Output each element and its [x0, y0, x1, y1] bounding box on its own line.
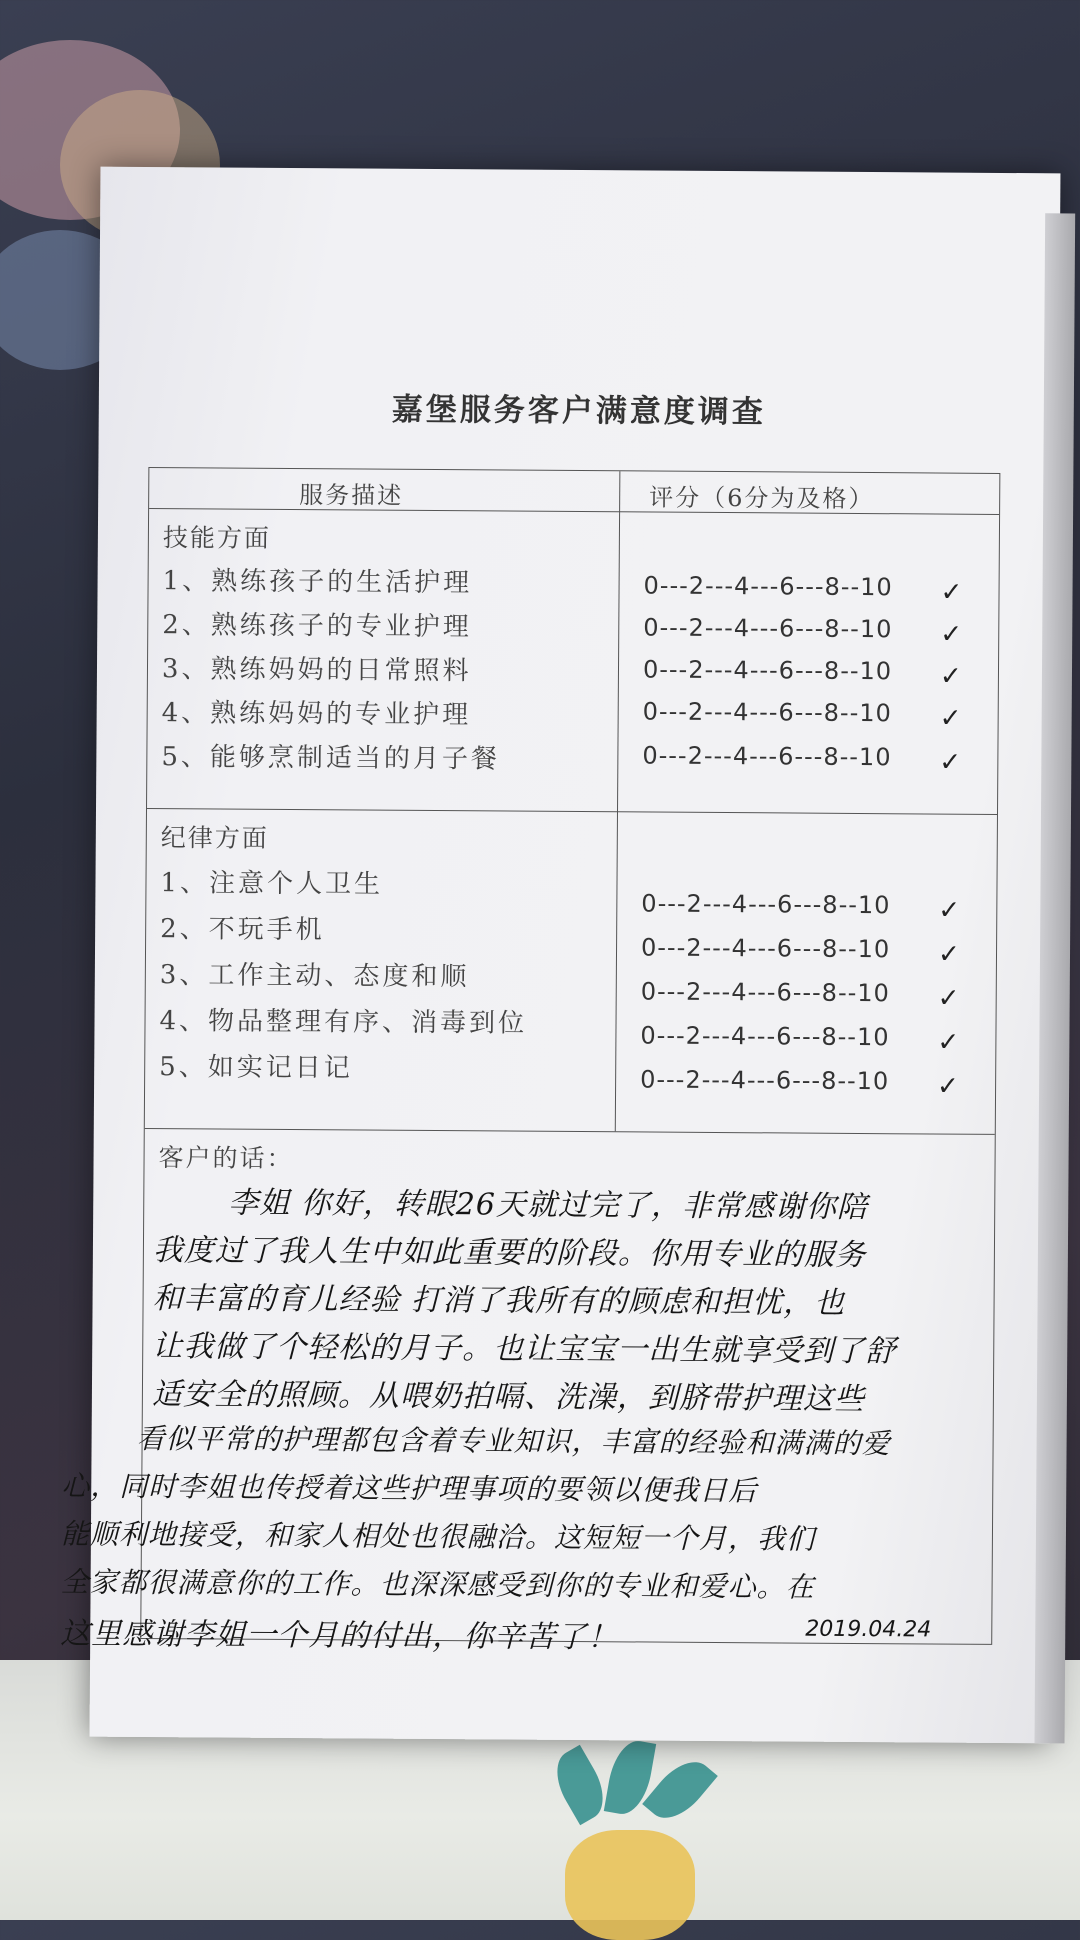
check-mark: ✓	[939, 703, 962, 734]
check-mark: ✓	[940, 619, 963, 650]
check-mark: ✓	[937, 1027, 960, 1058]
check-mark: ✓	[940, 577, 963, 608]
skill-item: 3、熟练妈妈的日常照料	[161, 654, 472, 687]
check-mark: ✓	[939, 661, 962, 692]
discipline-item: 5、如实记日记	[159, 1052, 353, 1084]
score-scale: 0---2---4---6---8--10	[640, 977, 890, 1008]
handwritten-comment-line: 李姐 你好，转眼26天就过完了，非常感谢你陪	[228, 1185, 869, 1226]
check-mark: ✓	[937, 939, 960, 970]
discipline-item: 1、注意个人卫生	[160, 868, 384, 900]
score-scale: 0---2---4---6---8--10	[640, 933, 891, 964]
customer-words-heading: 客户的话：	[158, 1143, 294, 1174]
table-rule	[145, 1128, 995, 1135]
skill-item: 1、熟练孩子的生活护理	[162, 566, 473, 599]
score-scale: 0---2---4---6---8--10	[643, 571, 893, 602]
skill-item: 5、能够烹制适当的月子餐	[161, 742, 501, 775]
handwritten-comment-line: 全家都很满意你的工作。也深深感受到你的专业和爱心。在	[60, 1565, 815, 1604]
section-heading-discipline: 纪律方面	[160, 823, 269, 853]
score-scale: 0---2---4---6---8--10	[640, 1021, 890, 1052]
score-scale: 0---2---4---6---8--10	[642, 655, 893, 686]
discipline-item: 2、不玩手机	[160, 914, 325, 946]
handwritten-comment-line: 看似平常的护理都包含着专业知识，丰富的经验和满满的爱	[136, 1421, 891, 1461]
leaf-pattern	[642, 1750, 718, 1829]
handwritten-comment-line: 能顺利地接受，和家人相处也很融洽。这短短一个月，我们	[60, 1517, 816, 1556]
check-mark: ✓	[938, 895, 961, 926]
table-column-divider	[615, 471, 621, 1131]
score-scale: 0---2---4---6---8--10	[642, 697, 892, 728]
score-scale: 0---2---4---6---8--10	[641, 889, 891, 920]
skill-item: 2、熟练孩子的专业护理	[162, 610, 472, 643]
handwritten-comment-line: 我度过了我人生中如此重要的阶段。你用专业的服务	[152, 1233, 867, 1274]
leaf-pattern	[545, 1745, 615, 1826]
score-scale: 0---2---4---6---8--10	[642, 741, 892, 772]
handwritten-comment-line: 和丰富的育儿经验 打消了我所有的顾虑和担忧，也	[152, 1281, 846, 1321]
handwritten-comment-line: 心，同时李姐也传授着这些护理事项的要领以便我日后	[61, 1469, 758, 1508]
book-spine	[1035, 213, 1076, 1743]
comment-date: 2019.04.24	[805, 1616, 932, 1643]
check-mark: ✓	[939, 747, 962, 778]
handwritten-comment-line: 这里感谢李姐一个月的付出，你辛苦了！	[60, 1616, 619, 1656]
discipline-item: 3、工作主动、态度和顺	[159, 960, 470, 993]
pineapple-pattern	[565, 1830, 695, 1940]
service-description-header: 服务描述	[299, 481, 404, 510]
form-title: 嘉堡服务客户满意度调查	[391, 391, 766, 431]
survey-page	[60, 167, 1061, 1744]
score-scale: 0---2---4---6---8--10	[643, 613, 893, 644]
section-heading-skills: 技能方面	[162, 523, 272, 553]
handwritten-comment-line: 适安全的照顾。从喂奶拍嗝、洗澡，到脐带护理这些	[151, 1377, 866, 1418]
check-mark: ✓	[937, 983, 960, 1014]
skill-item: 4、熟练妈妈的专业护理	[161, 698, 472, 731]
table-rule	[147, 808, 997, 815]
handwritten-comment-line: 让我做了个轻松的月子。也让宝宝一出生就享受到了舒	[152, 1329, 897, 1370]
discipline-item: 4、物品整理有序、消毒到位	[159, 1006, 528, 1039]
check-mark: ✓	[936, 1071, 959, 1102]
score-scale: 0---2---4---6---8--10	[640, 1065, 890, 1096]
score-header: 评分（6分为及格）	[649, 483, 875, 514]
